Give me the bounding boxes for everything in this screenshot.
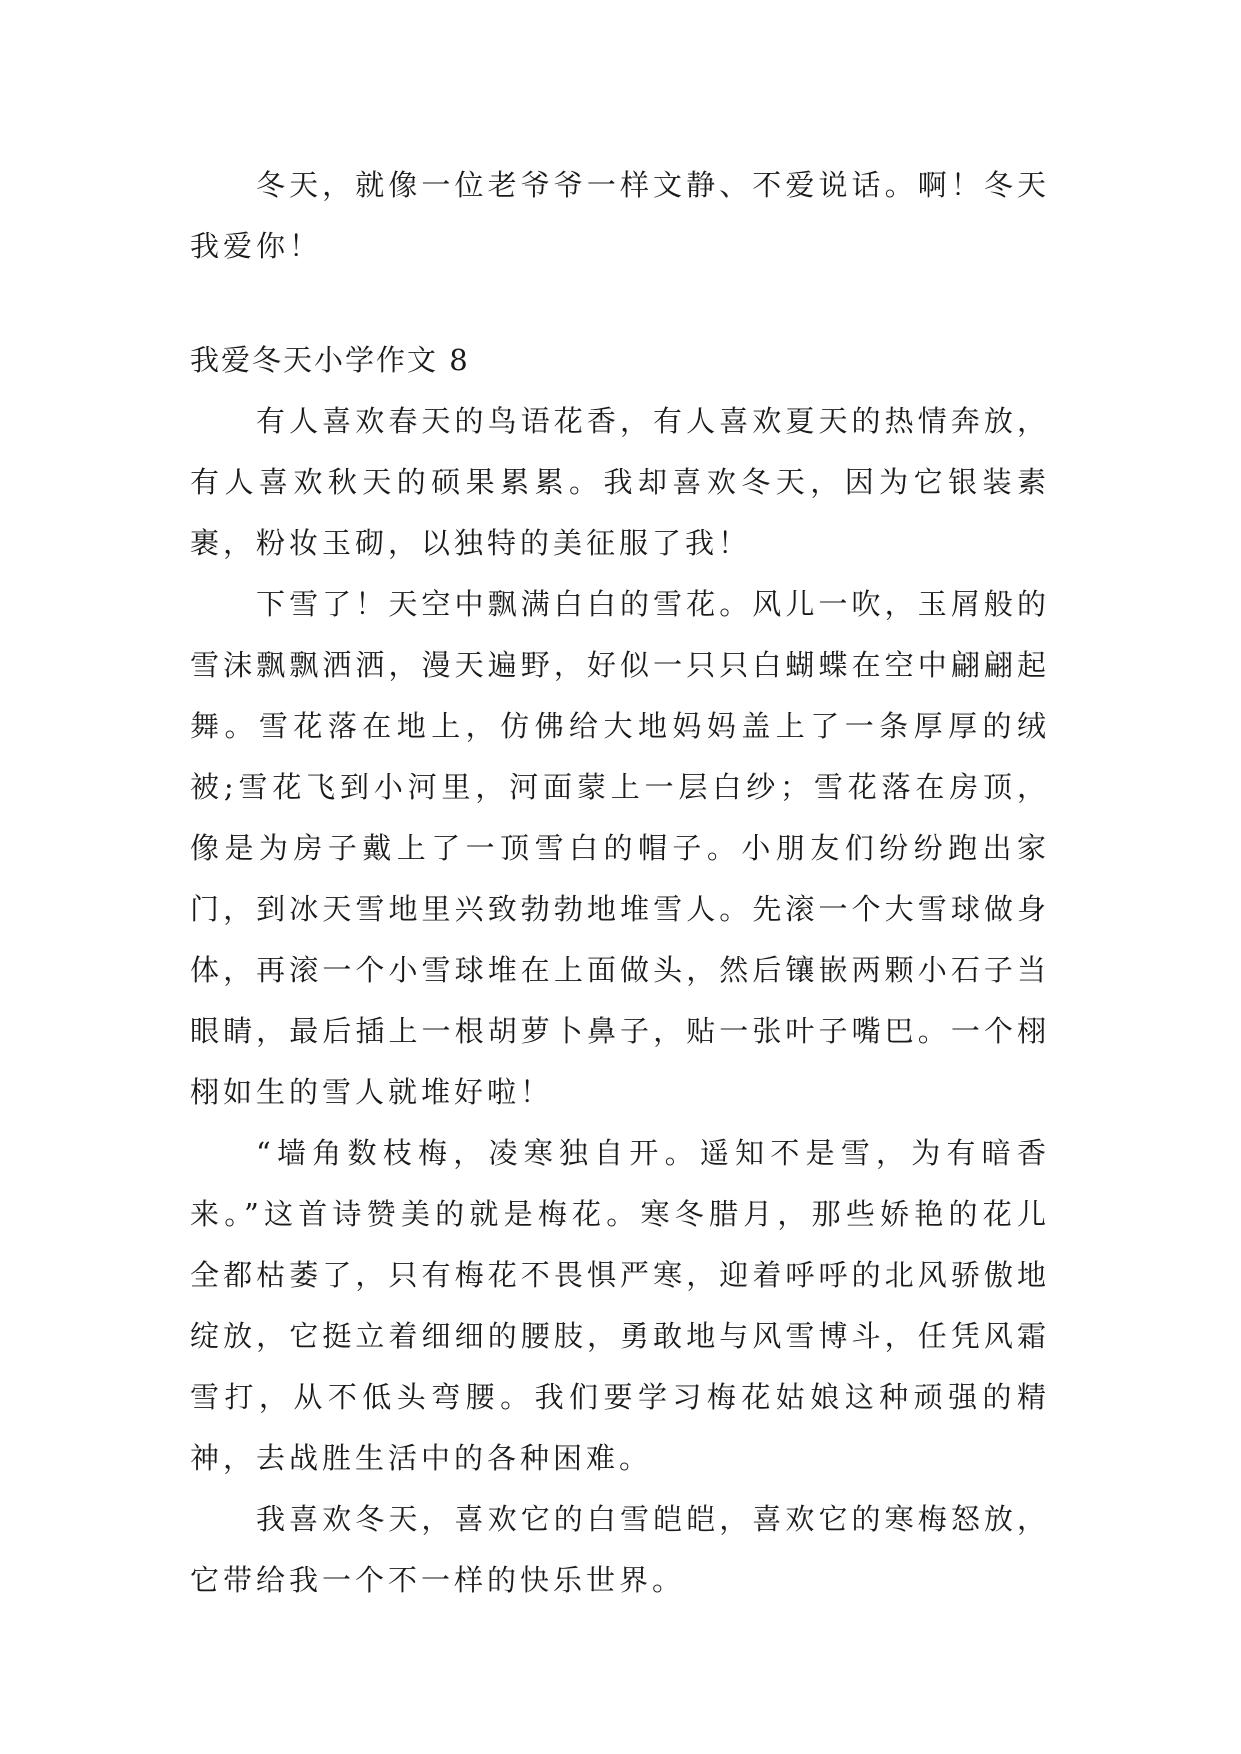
essay-paragraph-3: “墙角数枝梅，凌寒独自开。遥知不是雪，为有暗香来。”这首诗赞美的就是梅花。寒冬腊月，那些娇艳的花儿全都枯萎了，只有梅花不畏惧严寒，迎着呼呼的北风骄傲地绽放，它挺立着细细的腰肢，勇敢地与风雪博斗，任凭风霜雪打，从不低头弯腰。我们要学习梅花姑娘这种顽强的精神，去战胜生活中的各种困难。 xyxy=(190,1136,1050,1475)
section-title: 我爱冬天小学作文 8 xyxy=(190,343,470,377)
essay-section xyxy=(190,330,1050,1611)
essay-paragraph-1: 有人喜欢春天的鸟语花香，有人喜欢夏天的热情奔放，有人喜欢秋天的硕果累累。我却喜欢冬天，因为它银装素裹，粉妆玉砌，以独特的美征服了我！ xyxy=(190,404,1050,560)
intro-section xyxy=(190,155,1050,277)
essay-paragraph-2: 下雪了！天空中飘满白白的雪花。风儿一吹，玉屑般的雪沫飘飘洒洒，漫天遍野，好似一只只白蝴蝶在空中翩翩起舞。雪花落在地上，仿佛给大地妈妈盖上了一条厚厚的绒被;雪花飞到小河里，河面蒙上一层白纱；雪花落在房顶，像是为房子戴上了一顶雪白的帽子。小朋友们纷纷跑出家门，到冰天雪地里兴致勃勃地堆雪人。先滚一个大雪球做身体，再滚一个小雪球堆在上面做头，然后镶嵌两颗小石子当眼睛，最后插上一根胡萝卜鼻子，贴一张叶子嘴巴。一个栩栩如生的雪人就堆好啦！ xyxy=(190,587,1050,1109)
essay-paragraph-4: 我喜欢冬天，喜欢它的白雪皑皑，喜欢它的寒梅怒放，它带给我一个不一样的快乐世界。 xyxy=(190,1502,1050,1597)
intro-paragraph: 冬天，就像一位老爷爷一样文静、不爱说话。啊！冬天我爱你！ xyxy=(190,168,1050,263)
